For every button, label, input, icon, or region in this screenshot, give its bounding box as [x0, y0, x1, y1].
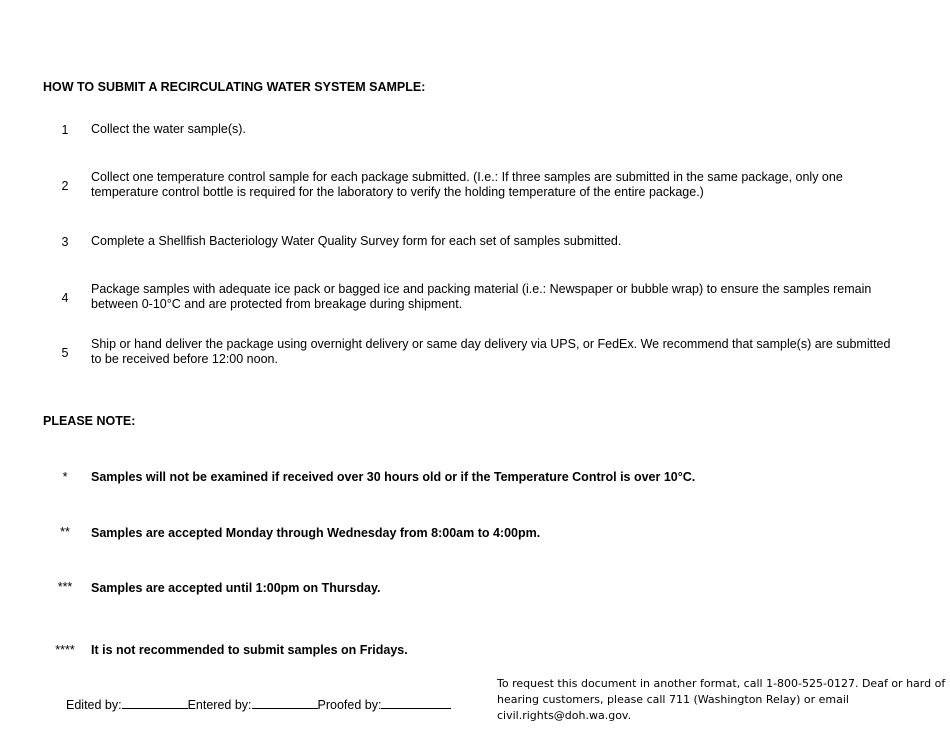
step-text: Collect the water sample(s).	[91, 122, 246, 136]
request-line: hearing customers, please call 711 (Washington Relay) or email civil.rights@doh.wa.gov.	[497, 693, 849, 722]
step-text: Complete a Shellfish Bacteriology Water Quality Survey form for each set of samples submitted.	[91, 234, 622, 248]
step-text: Package samples with adequate ice pack or bagged ice and packing material (i.e.: Newspaper or bubble wrap) to ensure the samples remain between 0-10°C and are protected from breakage during shipment.	[91, 282, 872, 311]
note-marker: ***	[57, 580, 73, 594]
step-number: 1	[61, 123, 69, 137]
step-number: 2	[61, 179, 69, 193]
edited-by-line	[122, 696, 188, 709]
note-marker: **	[60, 525, 70, 539]
step-text: Collect one temperature control sample for each package submitted. (I.e.: If three samples are submitted in the same package, only one temperature control bottle is required for the laboratory to verify the holding temperature of the entire package.)	[91, 170, 843, 199]
step-number: 3	[61, 235, 69, 249]
note-text: Samples are accepted Monday through Wednesday from 8:00am to 4:00pm.	[91, 526, 541, 540]
edited-by-label: Edited by:	[66, 698, 122, 712]
step-number: 4	[61, 291, 69, 305]
step-text: Ship or hand deliver the package using overnight delivery or same day delivery via UPS, or FedEx. We recommend that sample(s) are submitted to be received before 12:00 noon.	[91, 337, 891, 366]
note-marker: ****	[55, 643, 75, 657]
page-title: HOW TO SUBMIT A RECIRCULATING WATER SYSTEM SAMPLE:	[43, 80, 426, 94]
note-text: It is not recommended to submit samples on Fridays.	[91, 643, 408, 657]
proofed-by-line	[381, 696, 451, 709]
signature-fields	[66, 696, 451, 712]
note-marker: *	[62, 470, 68, 484]
request-line: To request this document in another format, call 1-800-525-0127. Deaf or hard of	[497, 677, 946, 690]
accessibility-request-note	[497, 676, 947, 724]
proofed-by-label: Proofed by:	[317, 698, 382, 712]
step-number: 5	[61, 346, 69, 360]
entered-by-line	[252, 696, 318, 709]
note-text: Samples will not be examined if received over 30 hours old or if the Temperature Control is over 10°C.	[91, 470, 696, 484]
entered-by-label: Entered by:	[187, 698, 252, 712]
note-text: Samples are accepted until 1:00pm on Thursday.	[91, 581, 381, 595]
note-heading: PLEASE NOTE:	[43, 414, 136, 428]
